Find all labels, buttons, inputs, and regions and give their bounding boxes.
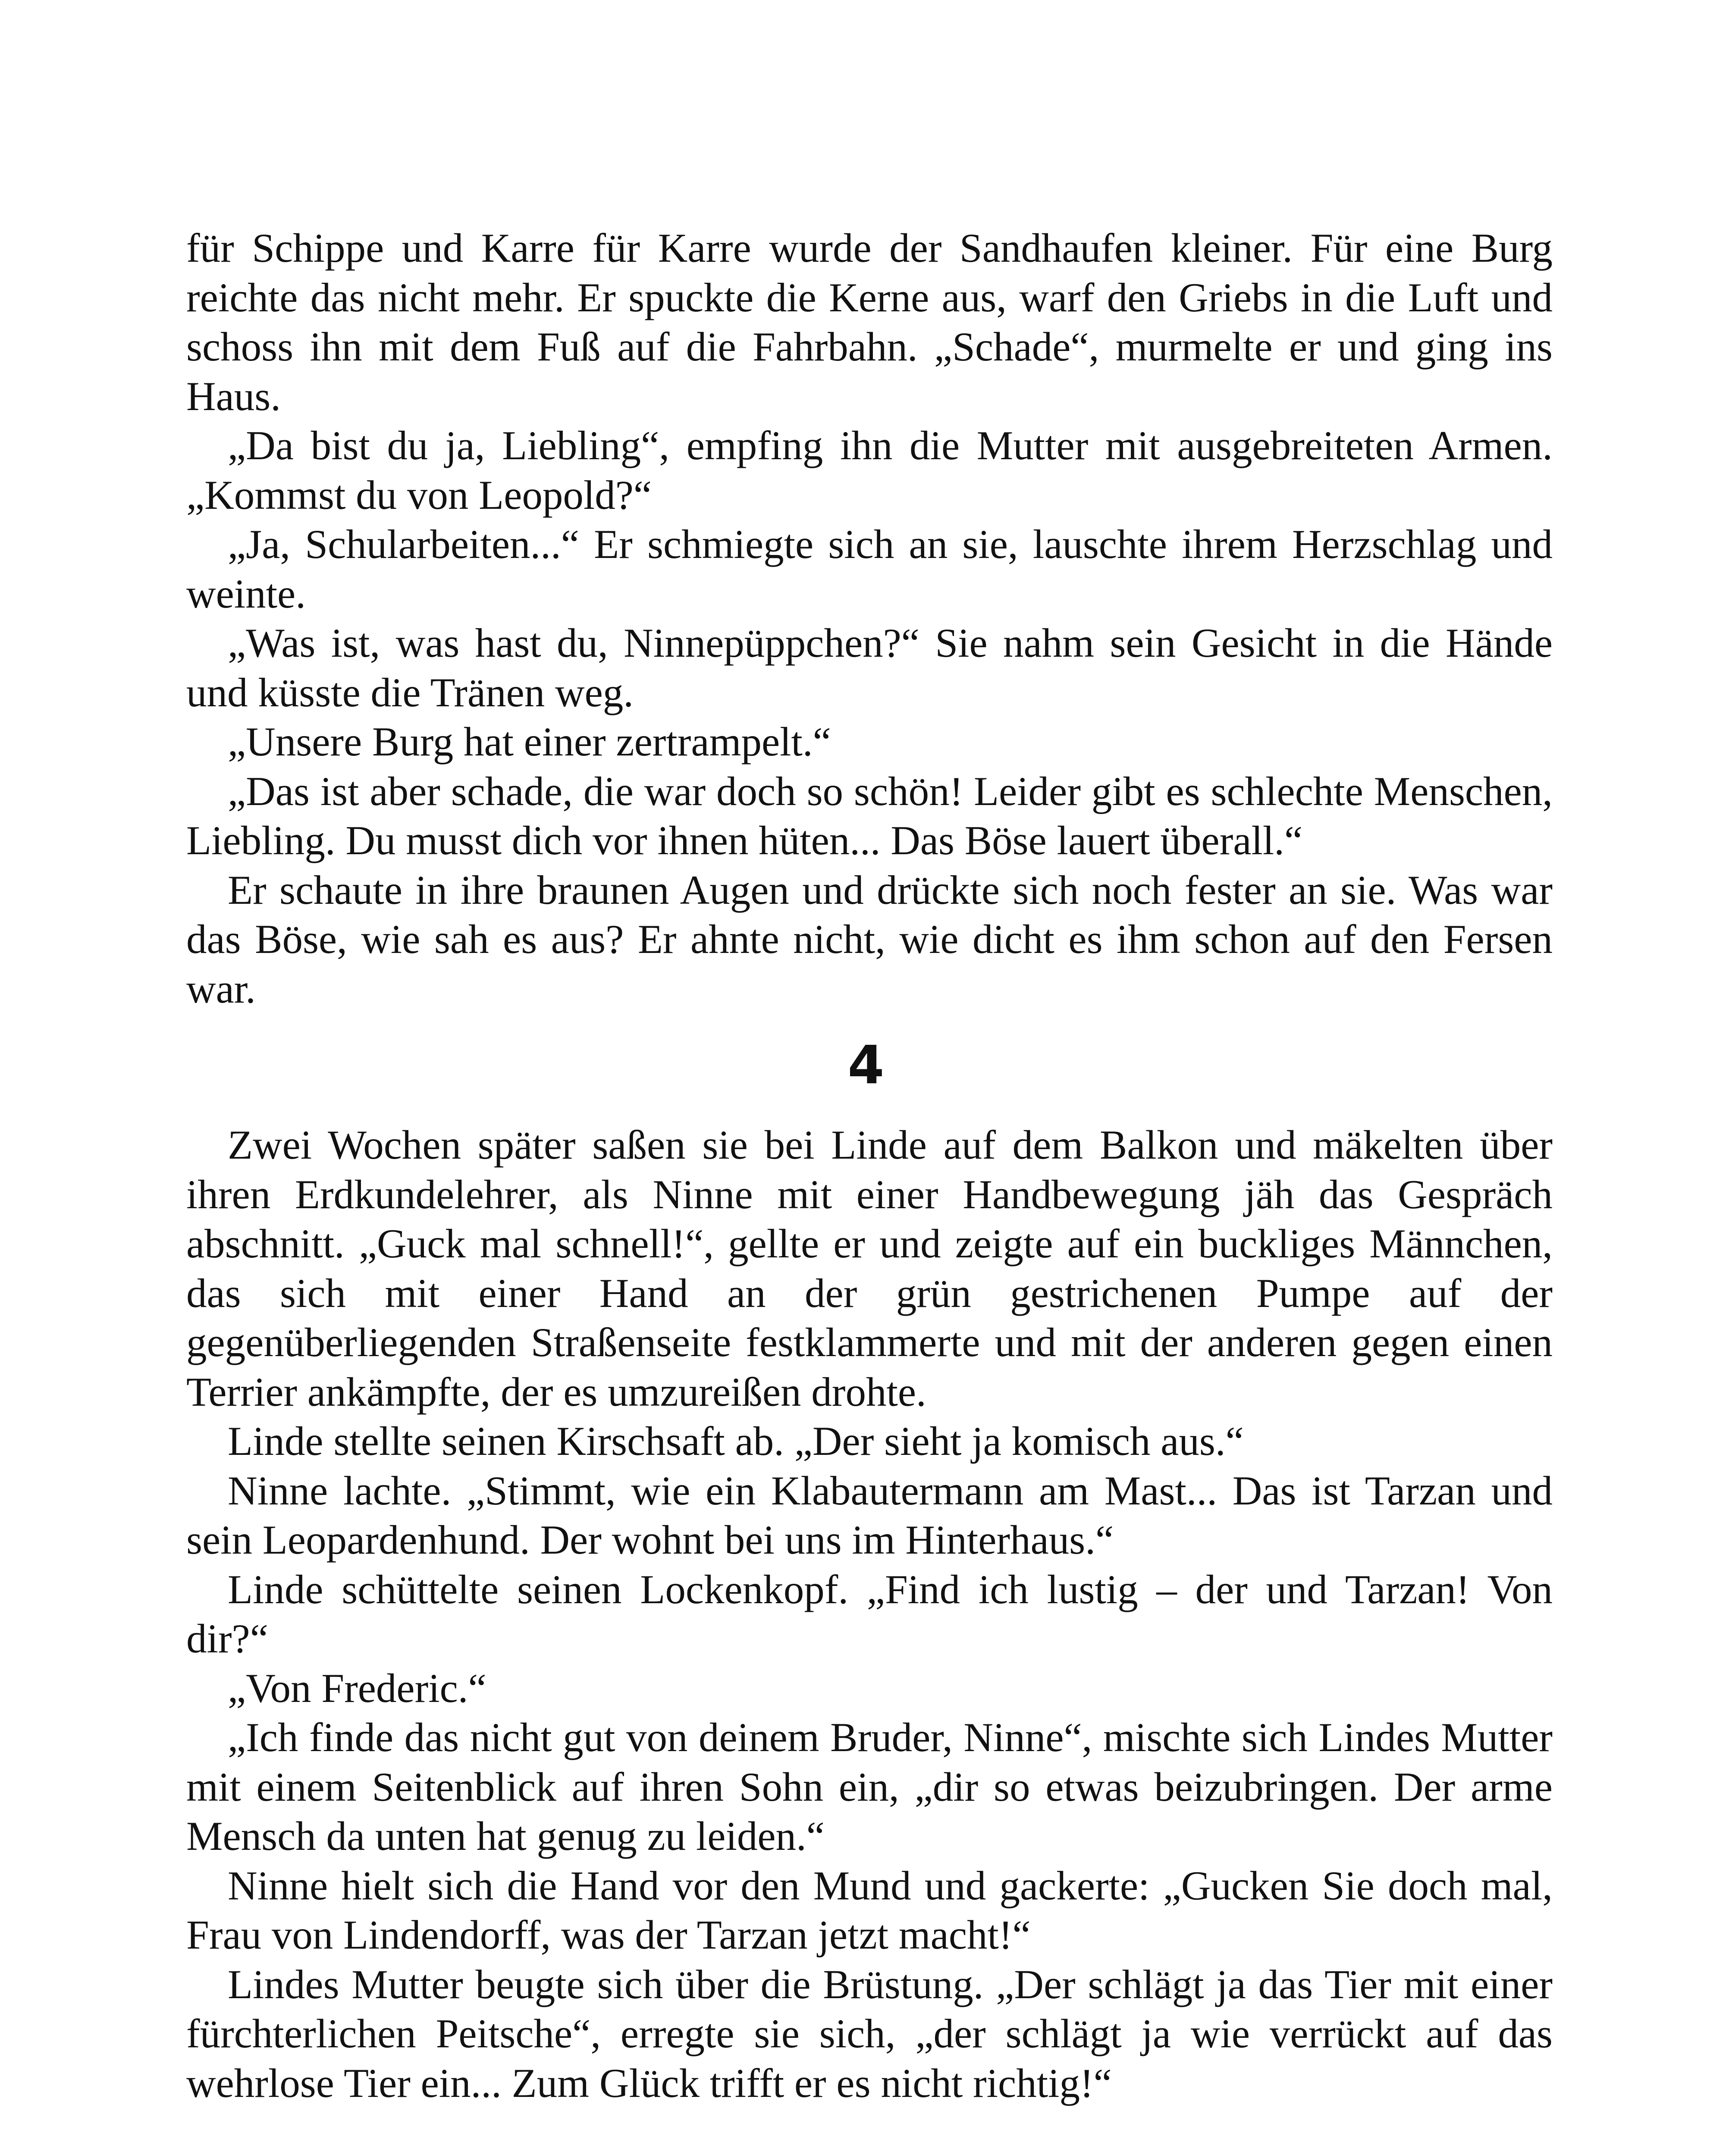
- paragraph: „Von Frederic.“: [228, 1665, 486, 1711]
- paragraph: Linde schüttelte seinen Lockenkopf. „Find ich lustig – der und Tarzan! Von dir?“: [186, 1566, 1553, 1661]
- section-one-text: [186, 223, 1553, 1013]
- chapter-number: 4: [847, 1034, 885, 1096]
- paragraph: Ninne lachte. „Stimmt, wie ein Klabautermann am Mast... Das ist Tarzan und sein Leopardenhund. Der wohnt bei uns im Hinterhaus.“: [186, 1467, 1553, 1563]
- paragraph: „Ich finde das nicht gut von deinem Bruder, Ninne“, mischte sich Lindes Mutter mit einem Seitenblick auf ihren Sohn ein, „dir so etwas beizubringen. Der arme Mensch da unten hat genug zu leiden.“: [186, 1714, 1553, 1859]
- paragraph: für Schippe und Karre für Karre wurde der Sandhaufen kleiner. Für eine Burg reichte das nicht mehr. Er spuckte die Kerne aus, warf den Griebs in die Luft und schoss ihn mit dem Fuß auf die Fahrbahn. „Schade“, murmelte er und ging ins Haus.: [186, 225, 1553, 419]
- paragraph: „Was ist, was hast du, Ninnepüppchen?“ Sie nahm sein Gesicht in die Hände und küsste die Tränen weg.: [186, 620, 1553, 715]
- paragraph: Ninne hielt sich die Hand vor den Mund und gackerte: „Gucken Sie doch mal, Frau von Lindendorff, was der Tarzan jetzt macht!“: [186, 1862, 1553, 1958]
- paragraph: „Das ist aber schade, die war doch so schön! Leider gibt es schlechte Menschen, Liebling. Du musst dich vor ihnen hüten... Das Böse lauert überall.“: [186, 768, 1553, 863]
- paragraph: „Unsere Burg hat einer zertrampelt.“: [228, 719, 831, 765]
- paragraph: Lindes Mutter beugte sich über die Brüstung. „Der schlägt ja das Tier mit einer fürchterlichen Peitsche“, erregte sie sich, „der schlägt ja wie verrückt auf das wehrlose Tier ein... Zum Glück trifft er es nicht richtig!“: [186, 1961, 1553, 2106]
- paragraph: „Ja, Schularbeiten...“ Er schmiegte sich an sie, lauschte ihrem Herzschlag und weinte.: [186, 521, 1553, 617]
- paragraph: „Da bist du ja, Liebling“, empfing ihn die Mutter mit ausgebreiteten Armen. „Kommst du von Leopold?“: [186, 423, 1553, 518]
- paragraph: Er schaute in ihre braunen Augen und drückte sich noch fester an sie. Was war das Böse, wie sah es aus? Er ahnte nicht, wie dicht es ihm schon auf den Fersen war.: [186, 867, 1553, 1012]
- paragraph: Zwei Wochen später saßen sie bei Linde auf dem Balkon und mäkelten über ihren Erdkundelehrer, als Ninne mit einer Handbewegung jäh das Gespräch abschnitt. „Guck mal schnell!“, gellte er und zeigte auf ein buckliges Männchen, das sich mit einer Hand an der grün gestrichenen Pumpe auf der gegenüberliegenden Straßenseite festklammerte und mit der anderen gegen einen Terrier ankämpfte, der es umzureißen drohte.: [186, 1122, 1553, 1415]
- paragraph: Linde stellte seinen Kirschsaft ab. „Der sieht ja komisch aus.“: [228, 1418, 1244, 1464]
- section-two-text: [186, 1120, 1553, 2108]
